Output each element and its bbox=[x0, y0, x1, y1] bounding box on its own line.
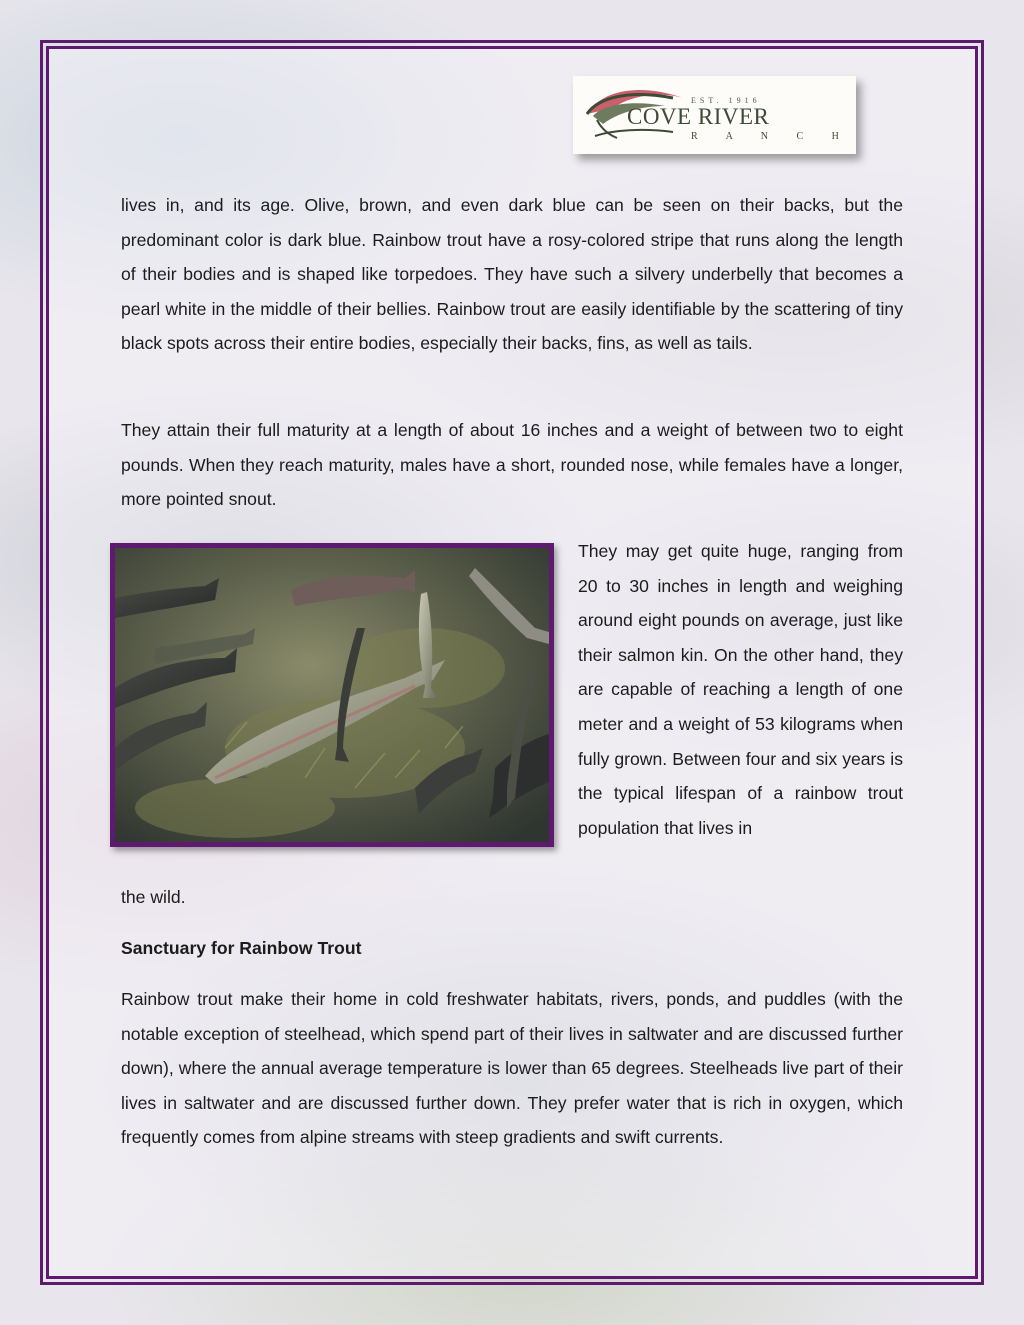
paragraph-habitat: Rainbow trout make their home in cold freshwater habitats, rivers, ponds, and puddles (with the notable exception of steelhead, which spend part of their lives in saltwater and are discussed further down), where the annual average temperature is lower than 65 degrees. Steelheads live part of their lives in saltwater and are discussed further down. They prefer water that is rich in oxygen, which frequently comes from alpine streams with steep gradients and swift currents. bbox=[121, 989, 903, 1148]
section-heading-sanctuary: Sanctuary for Rainbow Trout bbox=[121, 938, 362, 958]
cove-river-ranch-logo bbox=[573, 76, 856, 154]
paragraph-size-tail: the wild. bbox=[121, 887, 186, 907]
paragraph-maturity: They attain their full maturity at a length of about 16 inches and a weight of between two to eight pounds. When they reach maturity, males have a short, rounded nose, while females have a longer, more pointed snout. bbox=[121, 420, 903, 510]
logo-ranch-text: R A N C H bbox=[691, 131, 852, 142]
trout-underwater-photo bbox=[110, 543, 554, 847]
logo-name-text: COVE RIVER bbox=[627, 104, 770, 129]
logo-established-text: EST. 1916 bbox=[691, 96, 761, 105]
paragraph-appearance: lives in, and its age. Olive, brown, and even dark blue can be seen on their backs, but the predominant color is dark blue. Rainbow trout have a rosy-colored stripe that runs along the length of their bodies and is shaped like torpedoes. They have such a silvery underbelly that becomes a pearl white in the middle of their bellies. Rainbow trout are easily identifiable by the scattering of tiny black spots across their entire bodies, especially their backs, fins, as well as tails. bbox=[121, 195, 903, 354]
paragraph-size-side: They may get quite huge, ranging from 20 to 30 inches in length and weighing around eight pounds on average, just like their salmon kin. On the other hand, they are capable of reaching a length of one meter and a weight of 53 kilograms when fully grown. Between four and six years is the typical lifespan of a rainbow trout population that lives in bbox=[578, 541, 903, 838]
